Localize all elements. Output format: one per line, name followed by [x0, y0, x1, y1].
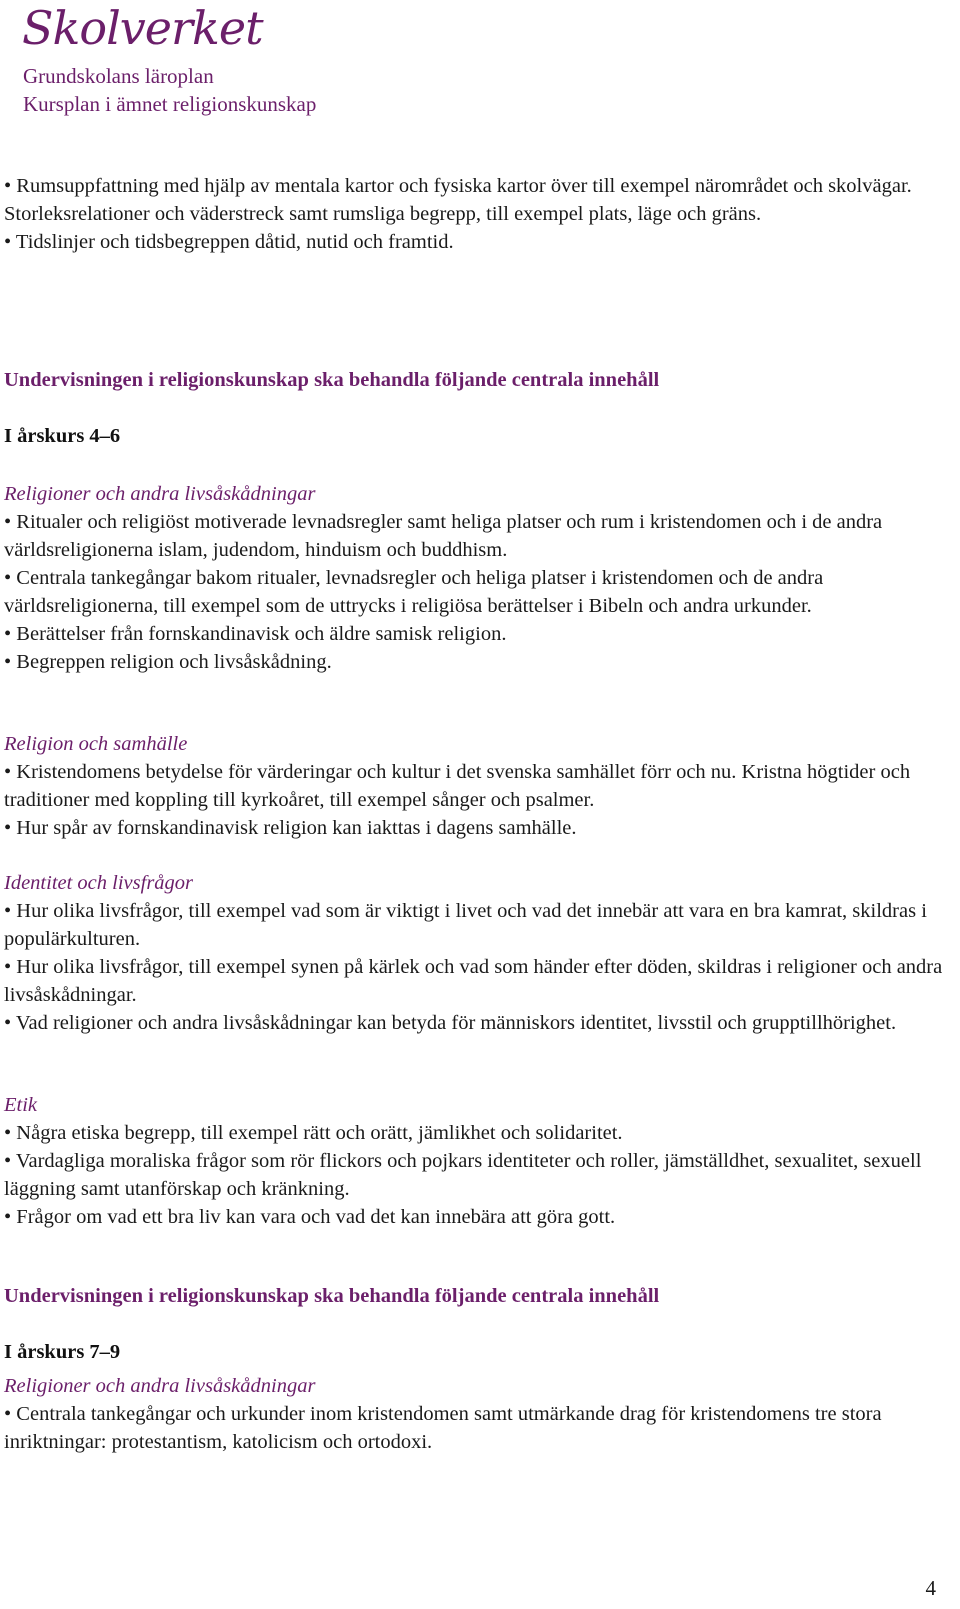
- intro-list: [4, 172, 954, 256]
- block-title: Religion och samhälle: [4, 733, 188, 755]
- block-list: [4, 1400, 954, 1456]
- grade-heading: I årskurs 7–9: [4, 1341, 121, 1363]
- list-item: • Hur spår av fornskandinavisk religion kan iakttas i dagens samhälle.: [4, 817, 577, 839]
- grade-heading: I årskurs 4–6: [4, 425, 121, 447]
- list-item: • Hur olika livsfrågor, till exempel synen på kärlek och vad som händer efter döden, skildras i religioner och andra livsåskådningar.: [4, 956, 943, 1006]
- list-item: • Frågor om vad ett bra liv kan vara och vad det kan innebära att göra gott.: [4, 1206, 616, 1228]
- list-item: • Berättelser från fornskandinavisk och äldre samisk religion.: [4, 623, 507, 645]
- list-item: • Centrala tankegångar och urkunder inom kristendomen samt utmärkande drag för kristendomens tre stora inriktningar: protestantism, katolicism och ortodoxi.: [4, 1403, 882, 1453]
- block-list: [4, 508, 954, 676]
- block-list: [4, 1119, 954, 1231]
- skolverket-logo: Skolverket: [22, 1, 263, 55]
- document-header: [23, 62, 316, 118]
- list-item: • Vardagliga moraliska frågor som rör flickors och pojkars identiteter och roller, jämställdhet, sexualitet, sexuell läggning samt utanförskap och kränkning.: [4, 1150, 922, 1200]
- section-heading: Undervisningen i religionskunskap ska behandla följande centrala innehåll: [4, 369, 660, 391]
- block-list: [4, 897, 954, 1037]
- list-item: • Tidslinjer och tidsbegreppen dåtid, nutid och framtid.: [4, 231, 454, 253]
- list-item: • Centrala tankegångar bakom ritualer, levnadsregler och heliga platser i kristendomen och de andra världsreligionerna, till exempel som de uttrycks i religiösa berättelser i Bibeln och andra urkunder.: [4, 567, 824, 617]
- list-item: • Vad religioner och andra livsåskådningar kan betyda för människors identitet, livsstil och grupptillhörighet.: [4, 1012, 897, 1034]
- list-item: • Några etiska begrepp, till exempel rätt och orätt, jämlikhet och solidaritet.: [4, 1122, 623, 1144]
- list-item: • Kristendomens betydelse för värderingar och kultur i det svenska samhället förr och nu. Kristna högtider och traditioner med koppling till kyrkoåret, till exempel sånger och psalmer.: [4, 761, 911, 811]
- block-title: Etik: [4, 1094, 38, 1116]
- header-line-curriculum: Grundskolans läroplan: [23, 64, 214, 88]
- block-title: Religioner och andra livsåskådningar: [4, 483, 316, 505]
- section-heading: Undervisningen i religionskunskap ska behandla följande centrala innehåll: [4, 1285, 660, 1307]
- list-item: • Begreppen religion och livsåskådning.: [4, 651, 332, 673]
- block-list: [4, 758, 954, 842]
- list-item: • Hur olika livsfrågor, till exempel vad som är viktigt i livet och vad det innebär att vara en bra kamrat, skildras i populärkulturen.: [4, 900, 927, 950]
- block-title: Religioner och andra livsåskådningar: [4, 1375, 316, 1397]
- header-line-syllabus: Kursplan i ämnet religionskunskap: [23, 92, 317, 116]
- block-title: Identitet och livsfrågor: [4, 872, 194, 894]
- list-item: • Ritualer och religiöst motiverade levnadsregler samt heliga platser och rum i kristendomen och i de andra världsreligionerna islam, judendom, hinduism och buddhism.: [4, 511, 883, 561]
- list-item: • Rumsuppfattning med hjälp av mentala kartor och fysiska kartor över till exempel närområdet och skolvägar. Storleksrelationer och väderstreck samt rumsliga begrepp, till exempel plats, läge och gräns.: [4, 175, 912, 225]
- page-number: 4: [925, 1576, 936, 1600]
